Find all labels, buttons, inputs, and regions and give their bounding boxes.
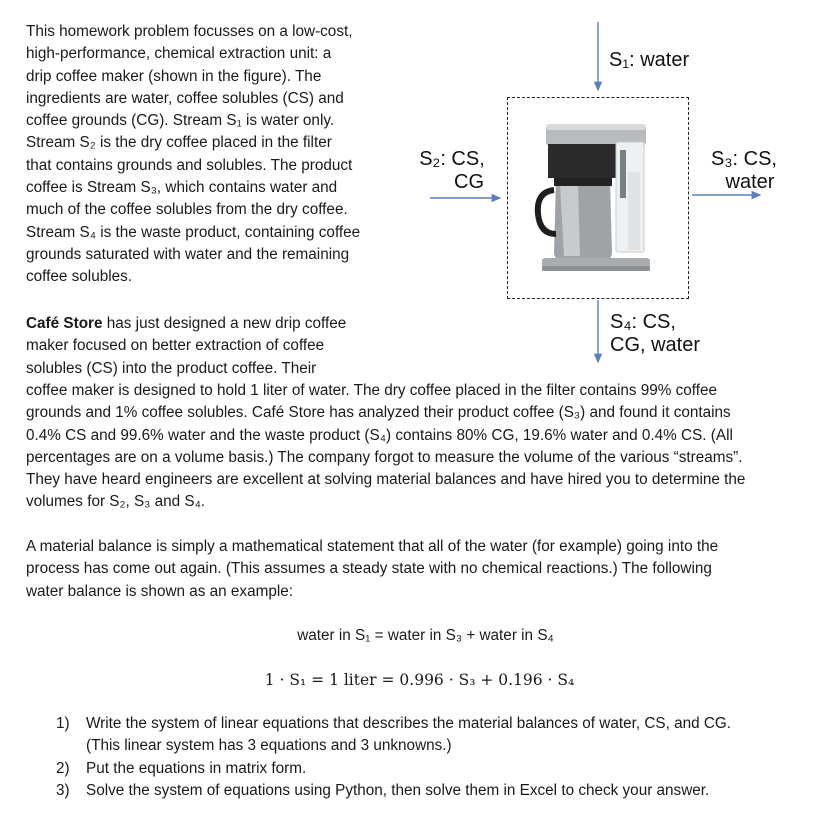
intro-line: This homework problem focusses on a low-cost, <box>26 23 353 40</box>
s2-label-line1: S₂: CS, <box>419 148 485 170</box>
intro-line: coffee solubles. <box>26 268 133 286</box>
intro-line: Stream S₂ is the dry coffee placed in the filter <box>26 134 332 152</box>
s4-label-line1: S₄: CS, <box>610 311 676 333</box>
coffee-maker-icon <box>528 122 668 274</box>
cafe-paragraph-bottom <box>26 380 806 514</box>
task-text: Put the equations in matrix form. <box>86 759 307 777</box>
balance-line: water balance is shown as an example: <box>26 582 293 600</box>
intro-paragraph <box>26 21 384 289</box>
cafe-wide-line: 0.4% CS and 99.6% water and the waste product (S₄) contains 80% CG, 19.6% water and 0.4% CS. (All <box>26 426 733 444</box>
task-number: 3) <box>56 781 70 799</box>
task-text <box>86 713 816 758</box>
s1-label: S₁: water <box>609 49 690 71</box>
task-line: (This linear system has 3 equations and 3 unknowns.) <box>86 737 452 755</box>
math-equation: 1 · S₁ = 1 liter = 0.996 · S₃ + 0.196 · S₄ <box>264 671 575 689</box>
intro-line: coffee is Stream S₃, which contains water and <box>26 179 338 197</box>
cafe-line-3: solubles (CS) into the product coffee. Their <box>26 359 317 377</box>
task-line: Write the system of linear equations that describes the material balances of water, CS, and CG. <box>86 715 732 732</box>
balance-paragraph <box>26 536 806 603</box>
cafe-line-2: maker focused on better extraction of coffee <box>26 337 325 355</box>
task-text: Solve the system of equations using Python, then solve them in Excel to check your answer. <box>86 781 710 799</box>
s2-label <box>416 148 488 194</box>
task-number: 2) <box>56 759 70 777</box>
task-list <box>56 713 816 802</box>
task-number: 1) <box>56 715 70 732</box>
cafe-wide-line: percentages are on a volume basis.) The company forgot to measure the volume of the various “streams”. <box>26 448 743 466</box>
balance-line: process has come out again. (This assumes a steady state with no chemical reactions.) The following <box>26 560 712 578</box>
company-name: Café Store <box>26 315 103 332</box>
task-item <box>56 713 816 758</box>
intro-line: much of the coffee solubles from the dry coffee. <box>26 201 348 219</box>
intro-line: coffee grounds (CG). Stream S₁ is water only. <box>26 112 335 130</box>
cafe-wide-line: coffee maker is designed to hold 1 liter of water. The dry coffee placed in the filter contains 99% coffee <box>26 382 718 399</box>
balance-line: A material balance is simply a mathematical statement that all of the water (for example) going into the <box>26 538 719 555</box>
s3-label-line1: S₃: CS, <box>711 148 777 170</box>
intro-line: grounds saturated with water and the remaining <box>26 245 350 263</box>
intro-line: ingredients are water, coffee solubles (CS) and <box>26 89 344 107</box>
intro-line: high-performance, chemical extraction unit: a <box>26 45 332 63</box>
s3-label <box>704 148 784 194</box>
intro-line: Stream S₄ is the waste product, containing coffee <box>26 223 361 241</box>
cafe-wide-line: grounds and 1% coffee solubles. Café Store has analyzed their product coffee (S₃) and found it contains <box>26 404 731 422</box>
word-equation: water in S₁ = water in S₃ + water in S₄ <box>297 627 554 644</box>
s4-label-line2: CG, water <box>610 334 701 356</box>
cafe-line-1 <box>26 313 384 335</box>
cafe-paragraph-top <box>26 313 384 380</box>
s2-label-line2: CG <box>454 171 484 193</box>
cafe-wide-line: volumes for S₂, S₃ and S₄. <box>26 493 206 511</box>
s3-label-line2: water <box>725 171 775 193</box>
intro-line: that contains grounds and solubles. The product <box>26 156 353 174</box>
intro-line: drip coffee maker (shown in the figure). The <box>26 67 322 85</box>
cafe-line-1-rest: has just designed a new drip coffee <box>102 315 347 332</box>
task-item <box>56 758 816 780</box>
s4-label <box>610 311 700 357</box>
task-item <box>56 780 816 802</box>
cafe-wide-line: They have heard engineers are excellent at solving material balances and have hired you to determine the <box>26 471 746 489</box>
